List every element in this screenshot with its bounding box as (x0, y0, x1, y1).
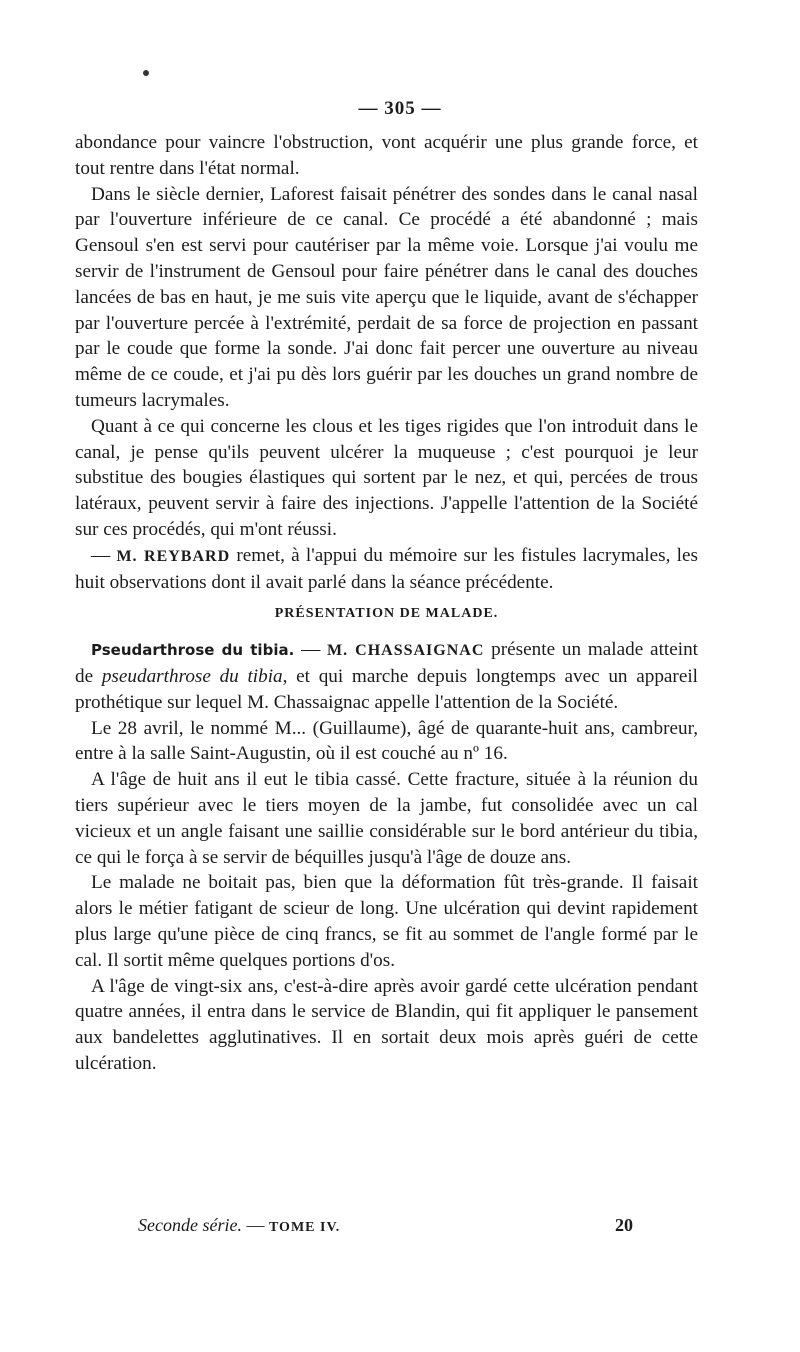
paragraph: Quant à ce qui concerne les clous et les tiges rigides que l'on introduit dans le canal, je pense qu'ils peuvent ulcérer la muqueuse ; c'est pourquoi je leur substitue des bougies élastiques qui sortent par le nez, et qui, percées de trous latéraux, peuvent servir à faire des injections. J'appelle l'attention de la Société sur ces procédés, qui m'ont réussi. (75, 415, 698, 540)
paragraph-text: , et qui marche depuis longtemps avec un appareil prothétique sur lequel M. Chassaignac appelle l'attention de la Société. (75, 665, 698, 713)
speaker-name: M. CHASSAIGNAC (327, 642, 485, 660)
speaker-name: M. REYBARD (116, 547, 231, 565)
paragraph: A l'âge de vingt-six ans, c'est-à-dire après avoir gardé cette ulcération pendant quatre années, il entra dans le service de Blandin, qui fit appliquer le pansement aux bandelettes agglutinatives. Il en sortait deux mois après guéri de cette ulcération. (75, 975, 698, 1074)
paragraph: Le malade ne boitait pas, bien que la déformation fût très-grande. Il faisait alors le métier fatigant de scieur de long. Une ulcération qui devint rapidement plus large qu'une pièce de cinq francs, se fit au sommet de l'angle formé par le cal. Il sortit même quelques portions d'os. (75, 872, 698, 971)
paragraph-text: remet, à l'appui du mémoire sur les fistules lacrymales, les huit observations dont il avait parlé dans la séance précédente. (75, 544, 698, 593)
paragraph-text: présente un malade atteint de (75, 639, 699, 687)
paragraph-reybard (75, 543, 698, 596)
page-number: — 305 — (358, 98, 442, 119)
section-title: PRÉSENTATION DE MALADE. (274, 606, 499, 622)
series-label: Seconde série. (138, 1215, 242, 1235)
paragraph-case (75, 637, 698, 715)
dash: — (241, 1215, 269, 1235)
italic-term: pseudarthrose du tibia (101, 665, 283, 687)
page-footer (138, 1215, 638, 1236)
tome-label: TOME IV. (268, 1220, 341, 1235)
paragraph: Dans le siècle dernier, Laforest faisait pénétrer des sondes dans le canal nasal par l'ouverture inférieure de ce canal. Ce procédé a été abandonné ; mais Gensoul s'en est servi pour cautériser par la même voie. Lorsque j'ai voulu me servir de l'instrument de Gensoul pour faire pénétrer dans le canal des douches lancées de bas en haut, je me suis vite aperçu que le liquide, avant de s'échapper par l'ouverture percée à l'extrémité, perdait de sa force de projection en passant par le coude que forme la sonde. J'ai donc fait percer une ouverture au niveau même de ce coude, et j'ai pu dès lors guérir par les douches un grand nombre de tumeurs lacrymales. (75, 183, 698, 411)
paragraph: A l'âge de huit ans il eut le tibia cassé. Cette fracture, située à la réunion du tiers supérieur avec le tiers moyen de la jambe, fut consolidée avec un cal vicieux et un angle faisant une saillie considérable sur le bord antérieur du tibia, ce qui le força à se servir de béquilles jusqu'à l'âge de douze ans. (75, 769, 698, 868)
paragraph: abondance pour vaincre l'obstruction, vont acquérir une plus grande force, et tout rentre dans l'état normal. (75, 132, 698, 179)
ink-speck (143, 70, 149, 76)
dash: — (294, 639, 328, 661)
page-body (75, 130, 698, 1077)
case-heading: Pseudarthrose du tibia. (91, 641, 295, 660)
dash: — (91, 544, 111, 566)
paragraph: Le 28 avril, le nommé M... (Guillaume), âgé de quarante-huit ans, cambreur, entre à la salle Saint-Augustin, où il est couché au nº 16. (75, 717, 698, 765)
signature-mark: 20 (615, 1215, 633, 1235)
